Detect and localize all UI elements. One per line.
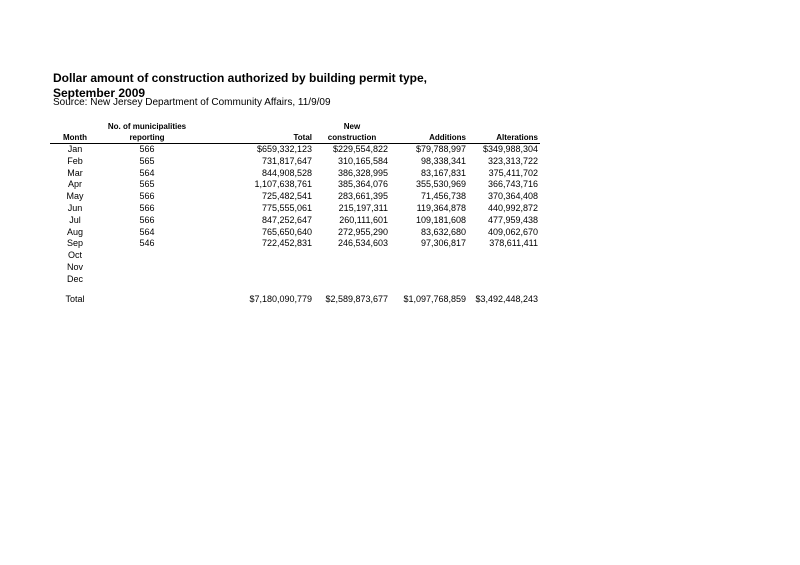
cell-new-construction: 260,111,601 — [339, 214, 388, 225]
header-spacer — [50, 121, 100, 132]
totals-new-construction: $2,589,873,677 — [325, 293, 388, 304]
header-spacer — [468, 121, 540, 132]
cell-total: 847,252,647 — [261, 214, 312, 225]
cell-new-construction — [314, 262, 390, 274]
table-row — [50, 191, 540, 203]
cell-reporting: 566 — [139, 202, 155, 213]
cell-alterations: 366,743,716 — [487, 179, 538, 190]
table-row — [50, 250, 540, 262]
cell-reporting: 565 — [139, 179, 155, 190]
cell-total — [194, 262, 314, 274]
header-new-construction-line1: New — [343, 122, 361, 131]
totals-alterations: $3,492,448,243 — [475, 293, 538, 304]
header-spacer — [390, 121, 468, 132]
totals-reporting-empty — [100, 294, 194, 306]
header-municipalities-line2: reporting — [100, 132, 194, 144]
cell-new-construction: 246,534,603 — [337, 238, 388, 249]
cell-additions: 71,456,738 — [420, 191, 466, 202]
header-alterations: Alterations — [468, 132, 540, 144]
table-row — [50, 274, 540, 286]
report-title-line1: Dollar amount of construction authorized by building permit type, — [53, 71, 428, 85]
cell-total: 722,452,831 — [261, 238, 312, 249]
cell-additions — [390, 250, 468, 262]
cell-month: Jun — [67, 202, 83, 213]
cell-total: 765,650,640 — [261, 226, 312, 237]
cell-total: 1,107,638,761 — [254, 179, 312, 190]
cell-alterations: 375,411,702 — [488, 167, 538, 178]
cell-month: Sep — [66, 238, 83, 249]
cell-additions: 119,364,878 — [416, 202, 466, 213]
cell-month: May — [66, 191, 84, 202]
cell-total: 731,817,647 — [261, 155, 312, 166]
cell-reporting: 565 — [139, 155, 155, 166]
cell-month: Jan — [67, 144, 83, 154]
table-row — [50, 179, 540, 191]
table-row — [50, 168, 540, 180]
cell-additions: 97,306,817 — [420, 238, 466, 249]
totals-label: Total — [65, 293, 85, 304]
cell-total: 775,555,061 — [261, 202, 312, 213]
cell-alterations: 477,959,438 — [487, 214, 538, 225]
header-new-construction-line2: construction — [314, 132, 390, 144]
cell-total: 844,908,528 — [261, 167, 312, 178]
cell-alterations: $349,988,304 — [482, 144, 538, 154]
header-municipalities-line1: No. of municipalities — [107, 122, 187, 131]
cell-alterations: 440,992,872 — [487, 202, 538, 213]
report-title-line2: September 2009 — [53, 86, 146, 100]
table-row — [50, 215, 540, 227]
cell-reporting: 564 — [139, 167, 155, 178]
cell-total: 725,482,541 — [261, 191, 312, 202]
cell-total: $659,332,123 — [256, 144, 312, 154]
cell-additions: 355,530,969 — [415, 179, 466, 190]
cell-reporting: 546 — [139, 238, 155, 249]
cell-additions: 83,632,680 — [420, 226, 466, 237]
cell-month: Apr — [67, 179, 82, 190]
cell-month: Dec — [66, 273, 83, 284]
cell-reporting — [100, 274, 194, 286]
cell-additions: 98,338,341 — [420, 155, 466, 166]
table-row — [50, 262, 540, 274]
table-row — [50, 156, 540, 168]
cell-reporting: 566 — [139, 144, 155, 154]
cell-reporting: 564 — [139, 226, 155, 237]
totals-total: $7,180,090,779 — [249, 293, 312, 304]
cell-new-construction: 385,364,076 — [337, 179, 388, 190]
cell-additions: 109,181,608 — [415, 214, 466, 225]
cell-month: Oct — [67, 250, 82, 261]
cell-new-construction: 215,197,311 — [338, 202, 388, 213]
table-row — [50, 144, 540, 156]
cell-alterations — [468, 274, 540, 286]
cell-alterations — [468, 250, 540, 262]
cell-alterations: 370,364,408 — [487, 191, 538, 202]
cell-alterations: 378,611,411 — [489, 238, 538, 249]
permit-table — [50, 121, 540, 305]
cell-reporting: 566 — [139, 214, 155, 225]
table-row — [50, 203, 540, 215]
cell-additions — [390, 262, 468, 274]
header-spacer — [194, 121, 314, 132]
cell-month: Nov — [66, 261, 83, 272]
table-row — [50, 238, 540, 250]
header-month: Month — [50, 132, 100, 144]
cell-new-construction — [314, 274, 390, 286]
cell-additions: 83,167,831 — [420, 167, 466, 178]
spacer-row — [50, 286, 540, 294]
cell-alterations: 409,062,670 — [487, 226, 538, 237]
cell-reporting — [100, 262, 194, 274]
cell-month: Mar — [67, 167, 83, 178]
cell-new-construction: $229,554,822 — [332, 144, 388, 154]
cell-additions — [390, 274, 468, 286]
header-additions: Additions — [390, 132, 468, 144]
cell-additions: $79,788,997 — [415, 144, 466, 154]
source-note: Source: New Jersey Department of Community Affairs, 11/9/09 — [53, 97, 331, 108]
cell-total — [194, 250, 314, 262]
cell-month: Feb — [67, 155, 83, 166]
cell-new-construction: 310,165,584 — [337, 155, 388, 166]
cell-month: Aug — [66, 226, 83, 237]
cell-alterations: 323,313,722 — [487, 155, 538, 166]
header-total: Total — [194, 132, 314, 144]
table-row — [50, 227, 540, 239]
cell-total — [194, 274, 314, 286]
cell-alterations — [468, 262, 540, 274]
totals-row — [50, 294, 540, 306]
cell-new-construction: 386,328,995 — [337, 167, 388, 178]
cell-month: Jul — [69, 214, 81, 225]
cell-new-construction: 283,661,395 — [337, 191, 388, 202]
cell-reporting: 566 — [139, 191, 155, 202]
cell-reporting — [100, 250, 194, 262]
totals-additions: $1,097,768,859 — [403, 293, 466, 304]
cell-new-construction — [314, 250, 390, 262]
cell-new-construction: 272,955,290 — [337, 226, 388, 237]
